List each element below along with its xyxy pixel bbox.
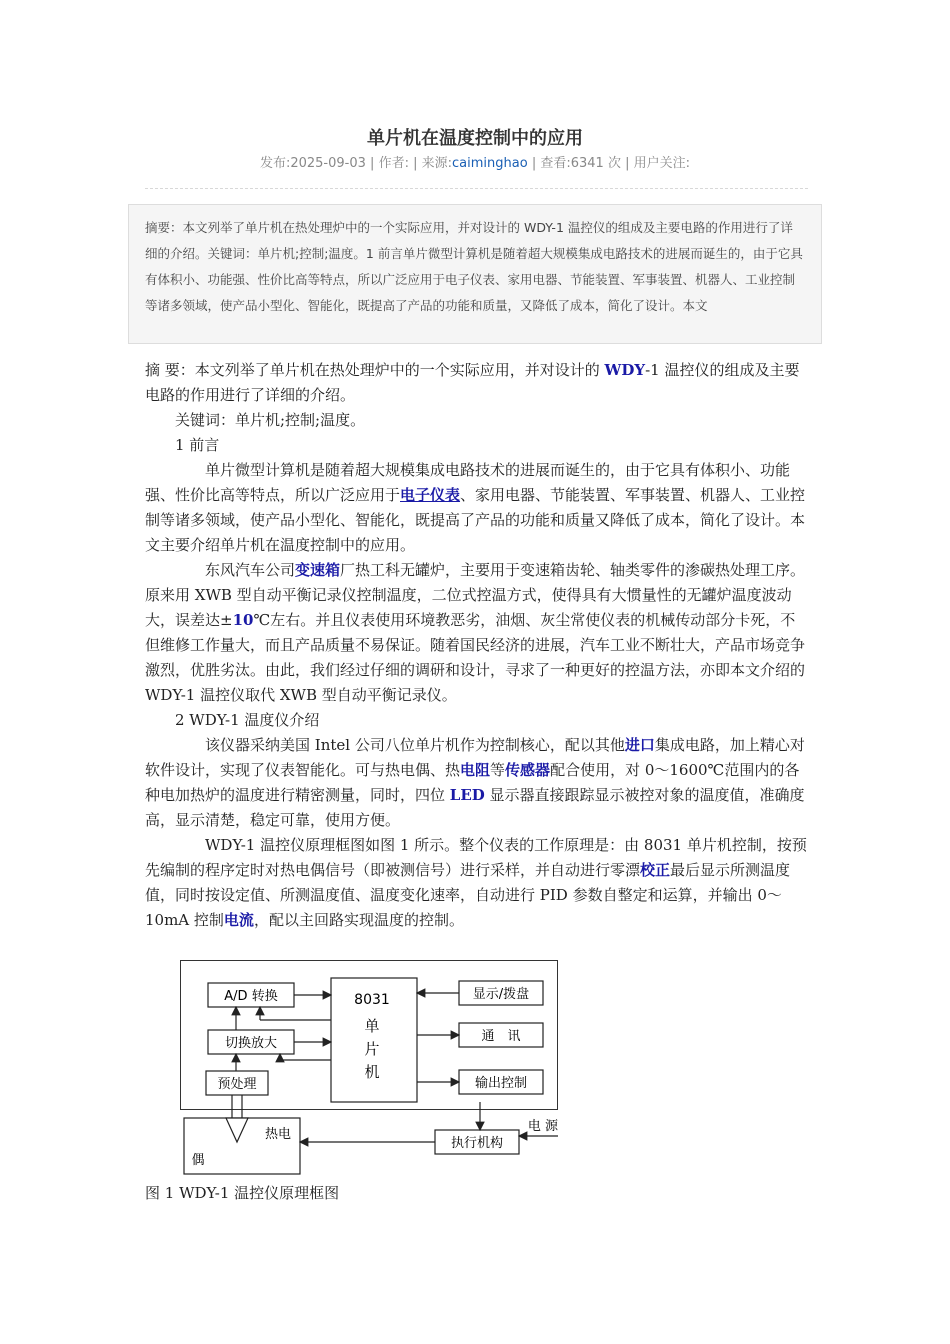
preprocessing-label: 预处理 xyxy=(217,1077,257,1092)
article-body xyxy=(145,358,809,933)
background-paragraph: 东风汽车公司变速箱厂热工科无罐炉，主要用于变速箱齿轮、轴类零件的渗碳热处理工序。原来用 XWB 型自动平衡记录仪控制温度，二位式控温方式，使得具有大惯量性的无罐炉温度波动大，误差达±10℃左右。并且仪表使用环境教恶劣，油烟、灰尘常使仪表的机械传动部分卡死，不但维修工作量大，而且产品质量不易保证。随着国民经济的进展，汽车工业不断壮大，产品市场竞争激烈，优胜劣汰。由此，我们经过仔细的调研和设计，寻求了一种更好的控温方法，亦即本文介绍的 WDY-1 温控仪取代 XWB 型自动平衡记录仪。 xyxy=(145,561,806,704)
source-link[interactable]: caiminghao xyxy=(452,156,528,171)
cpu-char-2: 片 xyxy=(364,1040,380,1058)
author: 作者: xyxy=(378,156,409,171)
view-count: 查看:6341 次 xyxy=(540,156,621,171)
display-dial-label: 显示/拨盘 xyxy=(472,987,530,1002)
keyword-link-led[interactable]: LED xyxy=(449,786,485,804)
instrument-paragraph: 该仪器采纳美国 Intel 公司八位单片机作为控制核心，配以其他进口集成电路，加上精心对软件设计，实现了仪表智能化。可与热电偶、热电阻等传感器配合使用，对 0～1600℃范围内的各种电加热炉的温度进行精密测量，同时，四位 LED 显示器直接跟踪显示被控对象的温度值，准确度高，显示清楚，稳定可靠，使用方便。 xyxy=(145,736,805,829)
header-divider xyxy=(145,188,808,189)
summary-box: 摘要：本文列举了单片机在热处理炉中的一个实际应用，并对设计的 WDY-1 温控仪的组成及主要电路的作用进行了详细的介绍。关键词：单片机;控制;温度。1 前言单片微型计算机是随着超大规模集成电路技术的进展而诞生的，由于它具有体积小、功能强、性价比高等特点，所以广泛应用于电子仪表、家用电器、节能装置、军事装置、机器人、工业控制等诸多领域，使产品小型化、智能化，既提高了产品的功能和质量，又降低了成本，简化了设计。本文 xyxy=(128,204,822,344)
keyword-link-electronic-instruments[interactable]: 电子仪表 xyxy=(400,486,461,504)
cpu-char-3: 机 xyxy=(364,1063,380,1081)
keyword-link-calibration[interactable]: 校正 xyxy=(640,861,671,879)
block-diagram xyxy=(180,960,560,1180)
figure-caption: 图 1 WDY-1 温控仪原理框图 xyxy=(145,1184,340,1202)
ad-converter-label: A/D 转换 xyxy=(224,989,278,1004)
keyword-link-10[interactable]: 10 xyxy=(232,611,254,629)
keyword-link-sensor[interactable]: 传感器 xyxy=(505,761,551,779)
section-heading-2: 2 WDY-1 温度仪介绍 xyxy=(175,711,320,729)
abstract-paragraph: 摘 要：本文列举了单片机在热处理炉中的一个实际应用，并对设计的 WDY-1 温控仪的组成及主要电路的作用进行了详细的介绍。 xyxy=(145,361,800,404)
intro-paragraph: 单片微型计算机是随着超大规模集成电路技术的进展而诞生的，由于它具有体积小、功能强、性价比高等特点，所以广泛应用于电子仪表、家用电器、节能装置、军事装置、机器人、工业控制等诸多领域，使产品小型化、智能化，既提高了产品的功能和质量又降低了成本，简化了设计。本文主要介绍单片机在温度控制中的应用。 xyxy=(145,461,806,554)
keyword-link-current[interactable]: 电流 xyxy=(223,911,254,929)
block-diagram-figure xyxy=(180,960,560,1180)
keywords-paragraph: 关键词：单片机;控制;温度。 xyxy=(175,411,366,429)
actuator-label: 执行机构 xyxy=(450,1136,504,1151)
thermocouple-label-b: 偶 xyxy=(191,1153,205,1168)
thermocouple-label-a: 热电 xyxy=(264,1127,292,1142)
switch-amplifier-label: 切换放大 xyxy=(224,1036,278,1051)
keyword-link-import[interactable]: 进口 xyxy=(624,736,655,754)
cpu-char-1: 单 xyxy=(364,1017,380,1035)
principle-paragraph: WDY-1 温控仪原理框图如图 1 所示。整个仪表的工作原理是：由 8031 单片机控制，按预先编制的程序定时对热电偶信号（即被测信号）进行采样，并自动进行零漂校正最后显示所测温度值，同时按设定值、所测温度值、温度变化速率，自动进行 PID 参数自整定和运算，并输出 0～10mA 控制电流，配以主回路实现温度的控制。 xyxy=(145,836,807,929)
power-label: 电 源 xyxy=(527,1119,559,1134)
article-title: 单片机在温度控制中的应用 xyxy=(367,128,583,149)
cpu-number-label: 8031 xyxy=(354,992,390,1008)
article-meta: 发布:2025-09-03 | 作者: | 来源:caiminghao | 查看:6341 次 | 用户关注: xyxy=(259,156,691,171)
keyword-link-resistor[interactable]: 电阻 xyxy=(460,761,491,779)
keyword-link-gearbox[interactable]: 变速箱 xyxy=(295,561,341,579)
output-control-label: 输出控制 xyxy=(474,1076,528,1091)
section-heading-1: 1 前言 xyxy=(175,436,220,454)
followers: 用户关注: xyxy=(633,156,691,171)
keyword-link-wdy[interactable]: WDY xyxy=(604,361,646,379)
communication-label: 通 讯 xyxy=(481,1029,521,1044)
publish-date: 发布:2025-09-03 xyxy=(259,156,366,171)
